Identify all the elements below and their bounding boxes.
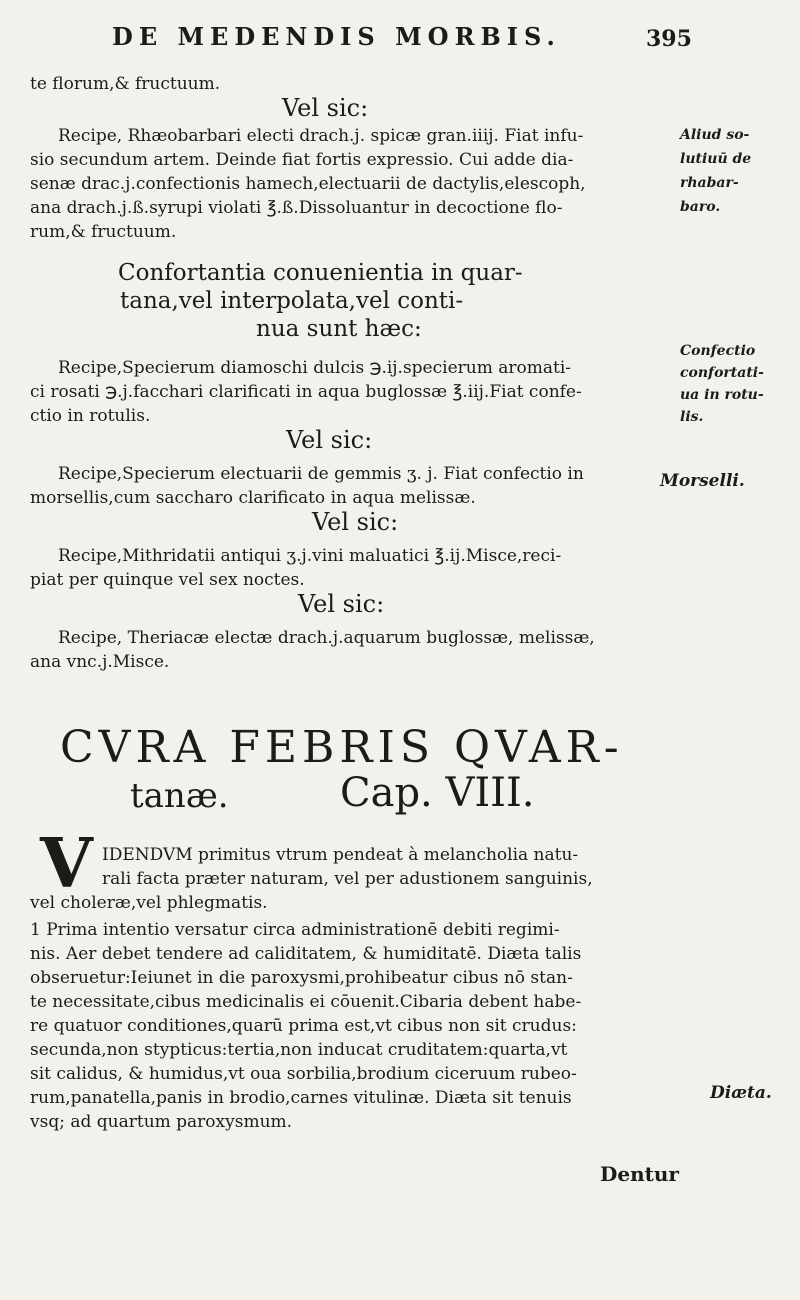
margin-note: Diæta. xyxy=(710,1083,772,1103)
text-line: 1 Prima intentio versatur circa administrationē debiti regimi- xyxy=(30,920,560,940)
text-line: sio secundum artem. Deinde fiat fortis expressio. Cui adde dia- xyxy=(30,150,574,170)
text-line: rum,& fructuum. xyxy=(30,222,177,242)
chapter-title-continued: tanæ. xyxy=(130,776,229,816)
text-line: obseruetur:Ieiunet in die paroxysmi,prohibeatur cibus nō stan- xyxy=(30,968,573,988)
text-line: te florum,& fructuum. xyxy=(30,74,221,94)
text-line: sit calidus, & humidus,vt oua sorbilia,brodium ciceruum rubeo- xyxy=(30,1064,577,1084)
text-line: Recipe, Rhæobarbari electi drach.j. spicæ gran.iiij. Fiat infu- xyxy=(58,126,584,146)
margin-note: rhabar- xyxy=(680,175,739,191)
chapter-number: Cap. VIII. xyxy=(340,770,535,816)
text-line: ana vnc.j.Misce. xyxy=(30,652,170,672)
text-line: te necessitate,cibus medicinalis ei cōuenit.Cibaria debent habe- xyxy=(30,992,582,1012)
section-heading: Vel sic: xyxy=(282,94,369,122)
text-line: morsellis,cum saccharo clarificato in aqua melissæ. xyxy=(30,488,476,508)
running-title: DE MEDENDIS MORBIS. xyxy=(112,22,561,51)
page-number: 395 xyxy=(646,26,692,52)
margin-note: lutiuū de xyxy=(680,151,752,167)
text-line: Recipe,Mithridatii antiqui ʒ.j.vini maluatici ℥.ij.Misce,reci- xyxy=(58,546,562,566)
chapter-title: CVRA FEBRIS QVAR- xyxy=(60,722,624,773)
text-line: rali facta præter naturam, vel per adustionem sanguinis, xyxy=(102,869,593,889)
margin-note: Morselli. xyxy=(660,471,745,491)
section-heading: nua sunt hæc: xyxy=(256,316,422,342)
margin-note: confortati- xyxy=(680,365,764,381)
text-line: piat per quinque vel sex noctes. xyxy=(30,570,305,590)
section-heading: Confortantia conuenientia in quar- xyxy=(118,260,523,286)
margin-note: Aliud so- xyxy=(680,127,750,143)
drop-cap: V xyxy=(40,824,93,904)
section-heading: Vel sic: xyxy=(298,590,385,618)
text-line: Recipe, Theriacæ electæ drach.j.aquarum buglossæ, melissæ, xyxy=(58,628,595,648)
text-line: Recipe,Specierum electuarii de gemmis ʒ. j. Fiat confectio in xyxy=(58,464,584,484)
text-line: re quatuor conditiones,quarū prima est,vt cibus non sit crudus: xyxy=(30,1016,577,1036)
margin-note: lis. xyxy=(680,409,704,425)
text-line: Recipe,Specierum diamoschi dulcis ℈.ij.specierum aromati- xyxy=(58,358,572,378)
text-line: vel choleræ,vel phlegmatis. xyxy=(30,893,268,913)
text-line: ctio in rotulis. xyxy=(30,406,151,426)
section-heading: Vel sic: xyxy=(286,426,373,454)
section-heading: tana,vel interpolata,vel conti- xyxy=(120,288,464,314)
text-line: IDENDVM primitus vtrum pendeat à melancholia natu- xyxy=(102,845,579,865)
text-line: nis. Aer debet tendere ad caliditatem, & humiditatē. Diæta talis xyxy=(30,944,582,964)
text-line: vsq; ad quartum paroxysmum. xyxy=(30,1112,293,1132)
margin-note: baro. xyxy=(680,199,721,215)
section-heading: Vel sic: xyxy=(312,508,399,536)
text-line: ana drach.j.ß.syrupi violati ℥.ß.Dissoluantur in decoctione flo- xyxy=(30,198,563,218)
text-line: senæ drac.j.confectionis hamech,electuarii de dactylis,elescoph, xyxy=(30,174,586,194)
text-line: secunda,non stypticus:tertia,non inducat cruditatem:quarta,vt xyxy=(30,1040,568,1060)
text-line: rum,panatella,panis in brodio,carnes vitulinæ. Diæta sit tenuis xyxy=(30,1088,572,1108)
text-line: ci rosati ℈.j.facchari clarificati in aqua buglossæ ℥.iij.Fiat confe- xyxy=(30,382,582,402)
catchword: Dentur xyxy=(600,1162,679,1186)
margin-note: Confectio xyxy=(680,343,756,359)
margin-note: ua in rotu- xyxy=(680,387,764,403)
